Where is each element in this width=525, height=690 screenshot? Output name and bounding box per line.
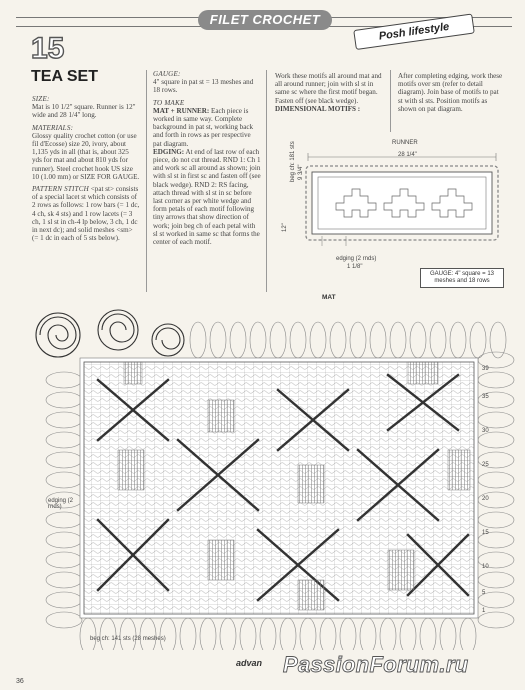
svg-text:10: 10	[482, 564, 489, 570]
dimensional-text: After completing edging, work these motifs over sm (refer to detail diagram). Join base of motifs to pat st with sl sts. Position motifs as shown on pat diagram.	[398, 72, 503, 113]
edging-petal	[46, 492, 82, 508]
svg-text:25: 25	[482, 462, 489, 468]
edging-petal	[80, 618, 96, 650]
lifestyle-badge: Posh lifestyle	[353, 13, 475, 50]
svg-text:15: 15	[482, 530, 489, 536]
column-4	[398, 72, 504, 117]
edging-petal	[230, 322, 246, 358]
runner-beg-ch: beg ch: 181 sts	[290, 141, 296, 182]
edging-petal	[300, 618, 316, 650]
edging-petal	[478, 432, 514, 448]
svg-text:1: 1	[482, 608, 486, 614]
edging-petal	[340, 618, 356, 650]
edging-petal	[478, 572, 514, 588]
section-title: FILET CROCHET	[198, 10, 332, 30]
column-divider-2	[266, 70, 267, 292]
edging-petal	[380, 618, 396, 650]
edging-petal	[478, 512, 514, 528]
stitch-text: <pat st> consists of a special lacet st which consists of 2 rows as follows: 1 row bars (= 1 dc, 4 ch, sk 4 sts) and 1 row lacets (= 3 ch, 1 sl st in ch-4 lp below, 3 ch, 1 dc in next dc); and solid meshes <sm> (= 1 dc in each of 5 sts below).	[32, 185, 140, 243]
runner-diagram	[296, 150, 510, 250]
edging-petal	[46, 612, 82, 628]
edging-petal	[190, 322, 206, 358]
svg-text:39: 39	[482, 366, 489, 372]
edging-petal	[46, 412, 82, 428]
edging-petal	[460, 618, 476, 650]
mat-runner-subhead: MAT + RUNNER:	[153, 106, 210, 115]
size-heading: SIZE:	[32, 95, 50, 103]
edging-petal	[400, 618, 416, 650]
edging-petal	[250, 322, 266, 358]
edging-petal	[46, 372, 82, 388]
svg-text:5: 5	[482, 590, 486, 596]
edging-petal	[160, 618, 176, 650]
edging-petal	[46, 532, 82, 548]
edging-petal	[440, 618, 456, 650]
mat-chart	[28, 300, 518, 650]
edging-petal	[470, 322, 486, 358]
site-watermark: PassionForum.ru	[283, 652, 469, 677]
edging-petal	[46, 552, 82, 568]
edging-petal	[450, 322, 466, 358]
edging-petal	[478, 612, 514, 628]
svg-text:20: 20	[482, 496, 489, 502]
materials-text: Glossy quality crochet cotton (or use fil d'Ecosse) size 20, ivory, about 1,135 yds in all (that is, about 325 yds for mat and about 810 yds for runner). Steel crochet hook US size 10 (1.00 mm) or SIZE FOR GAUGE.	[32, 131, 140, 181]
edging-petal	[100, 618, 116, 650]
edging-petal	[280, 618, 296, 650]
mat-edging: edging (2 rnds)	[48, 498, 74, 510]
edging-petal	[46, 592, 82, 608]
column-1	[32, 95, 140, 246]
runner-label: RUNNER	[392, 140, 418, 146]
edging-petal	[410, 322, 426, 358]
page-title: TEA SET	[31, 68, 98, 85]
edging-petal	[140, 618, 156, 650]
edging-petal	[46, 572, 82, 588]
edging-petal	[200, 618, 216, 650]
column-2	[153, 70, 261, 250]
dimensional-heading: DIMENSIONAL MOTIFS :	[275, 104, 361, 113]
size-text: Mat is 10 1/2" square. Runner is 12" wide and 28 1/4" long.	[32, 103, 136, 120]
materials-heading: MATERIALS:	[32, 123, 74, 132]
dimensional-motifs	[36, 310, 184, 357]
to-make-text: Each piece is worked in same way. Complete background in pat st, working back and forth in rows as per respective pat diagram.	[153, 106, 254, 148]
mat-label: MAT	[322, 294, 336, 301]
edging-petal	[420, 618, 436, 650]
gauge-heading: GAUGE:	[153, 70, 181, 78]
edging-petal	[260, 618, 276, 650]
gauge-box: GAUGE: 4" square = 13 meshes and 18 rows	[420, 268, 504, 288]
pattern-number: 15	[31, 32, 65, 65]
edging-subhead: EDGING:	[153, 147, 185, 156]
edging-petal	[478, 472, 514, 488]
column-divider-3	[390, 70, 391, 132]
edging-petal	[478, 372, 514, 388]
edging-petal	[350, 322, 366, 358]
motif-text: Work these motifs all around mat and all around runner; join with sl st in same sc where the first motif began. Fasten off (see black wedge).	[275, 72, 382, 105]
edging-petal	[330, 322, 346, 358]
edging-petal	[478, 412, 514, 428]
stitch-heading: PATTERN STITCH	[32, 185, 90, 194]
edging-petal	[46, 472, 82, 488]
publisher-mark: advan	[236, 658, 263, 668]
column-3	[275, 72, 387, 117]
edging-petal	[46, 512, 82, 528]
runner-width: 28 1/4"	[398, 152, 417, 158]
gauge-text: 4" square in pat st = 13 meshes and 18 rows.	[153, 78, 254, 95]
page-number: 36	[16, 678, 24, 685]
edging-petal	[310, 322, 326, 358]
edging-petal	[370, 322, 386, 358]
edging-petal	[430, 322, 446, 358]
edging-text: At end of last row of each piece, do not cut thread. RND 1: Ch 1 and work sc all around as shown; join with sl st in first sc and fasten off (see black wedge). RND 2: RS facing, attach thread with sl st in sc before last corner as per white wedge and form petals of each motif following tiny arrows that show direction of work; join beg ch of each petal with sl st worked in same sc that forms the center of each motif.	[153, 147, 261, 247]
edging-petal	[180, 618, 196, 650]
runner-height: 12"	[282, 223, 288, 232]
column-divider-1	[146, 70, 147, 292]
edging-petal	[390, 322, 406, 358]
edging-petal	[290, 322, 306, 358]
runner-beg-ch-length: 9 3/4"	[298, 164, 304, 180]
mat-beg-ch: beg ch: 141 sts (28 meshes)	[90, 636, 166, 642]
edging-petal	[270, 322, 286, 358]
to-make-heading: TO MAKE	[153, 98, 185, 107]
edging-petal	[210, 322, 226, 358]
runner-edging-width: 1 1/8"	[347, 264, 363, 270]
edging-petal	[46, 432, 82, 448]
edging-petal	[240, 618, 256, 650]
edging-petal	[120, 618, 136, 650]
row-labels	[482, 366, 489, 614]
edging-petal	[320, 618, 336, 650]
edging-petal	[46, 452, 82, 468]
edging-petal	[46, 392, 82, 408]
svg-text:30: 30	[482, 428, 489, 434]
edging-petal	[360, 618, 376, 650]
runner-edging: edging (2 rnds)	[336, 256, 377, 262]
edging-petal	[220, 618, 236, 650]
svg-text:35: 35	[482, 394, 489, 400]
